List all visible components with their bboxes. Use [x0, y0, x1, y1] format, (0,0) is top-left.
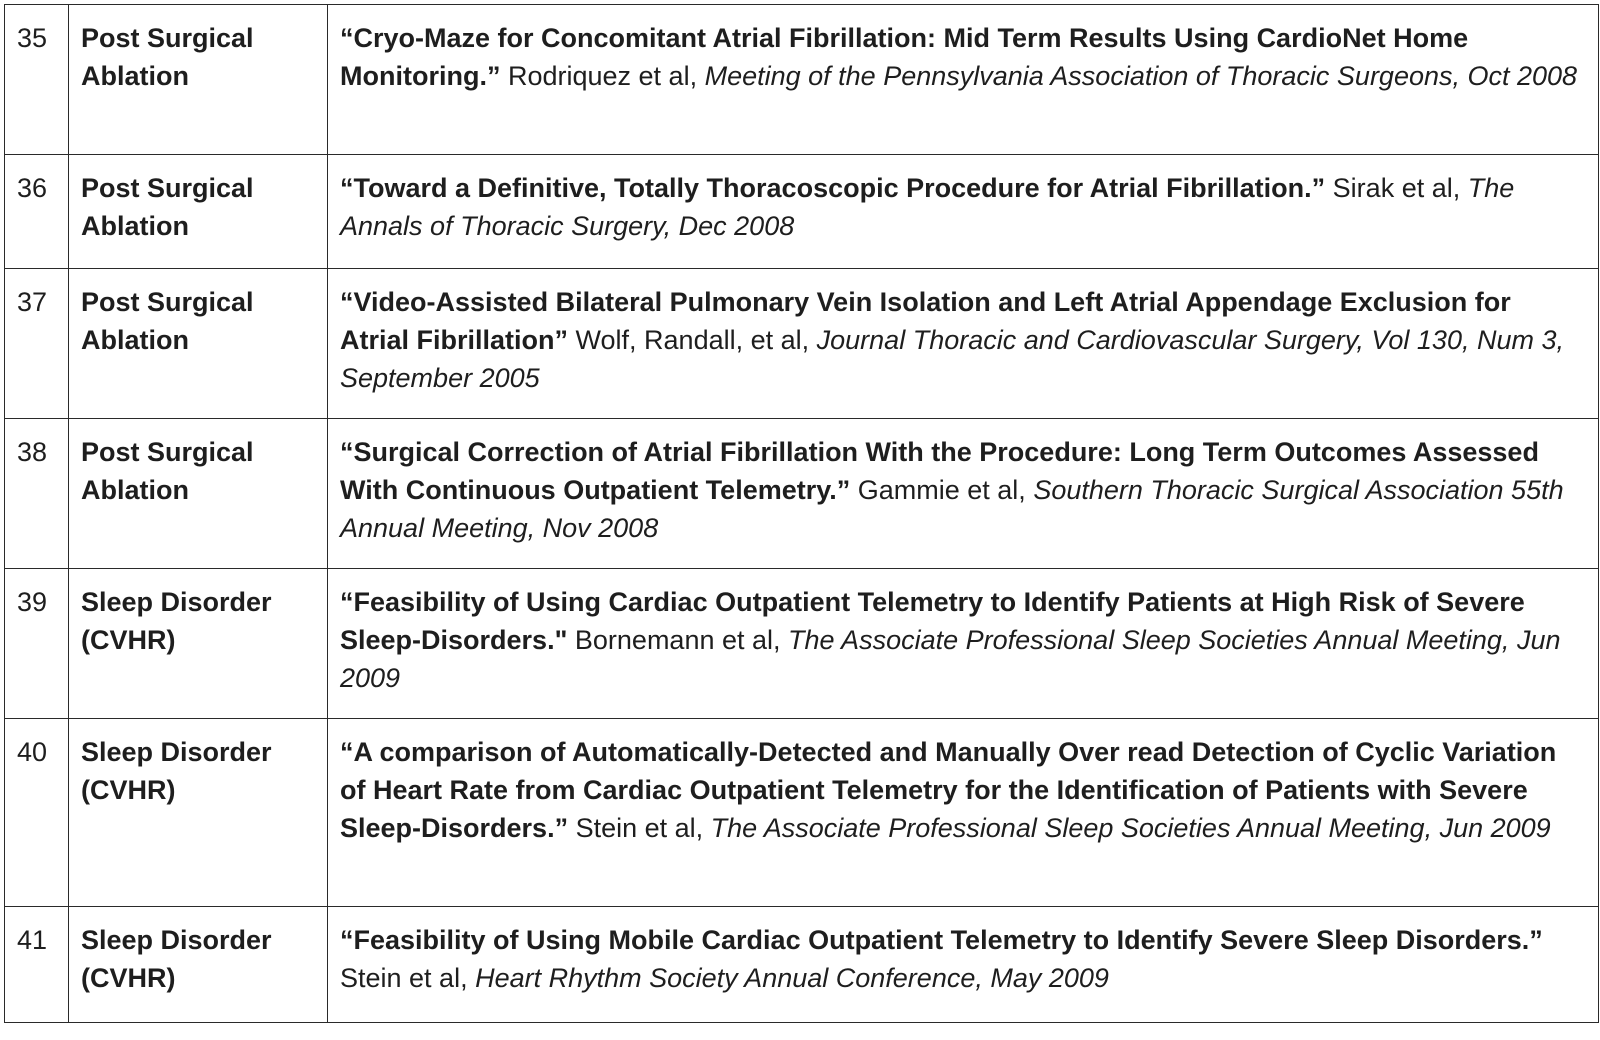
row-number: 39 — [5, 569, 69, 719]
row-reference — [328, 719, 1599, 907]
reference-venue: The Associate Professional Sleep Societies Annual Meeting, Jun 2009 — [710, 813, 1551, 843]
row-number: 40 — [5, 719, 69, 907]
row-number: 41 — [5, 907, 69, 1023]
row-category: Post Surgical Ablation — [69, 269, 328, 419]
row-category: Post Surgical Ablation — [69, 5, 328, 155]
row-category: Sleep Disorder (CVHR) — [69, 719, 328, 907]
reference-venue: The Associate Professional Sleep Societies Annual Meeting, Jun 2009 — [340, 625, 1561, 693]
references-table — [4, 4, 1599, 1023]
reference-venue: Journal Thoracic and Cardiovascular Surgery, Vol 130, Num 3, September 2005 — [340, 325, 1564, 393]
row-number: 37 — [5, 269, 69, 419]
row-reference — [328, 155, 1599, 269]
reference-title: “A comparison of Automatically-Detected and Manually Over read Detection of Cyclic Variation of Heart Rate from Cardiac Outpatient Telemetry for the Identification of Patients with Severe Sleep-Disorders.” — [340, 737, 1557, 843]
row-category: Sleep Disorder (CVHR) — [69, 569, 328, 719]
table-row — [5, 907, 1599, 1023]
reference-authors: Gammie et al, — [850, 475, 1034, 505]
reference-venue: Southern Thoracic Surgical Association 55th Annual Meeting, Nov 2008 — [340, 475, 1564, 543]
reference-authors: Wolf, Randall, et al, — [568, 325, 817, 355]
row-category: Post Surgical Ablation — [69, 155, 328, 269]
row-number: 36 — [5, 155, 69, 269]
row-reference — [328, 269, 1599, 419]
reference-venue: Heart Rhythm Society Annual Conference, May 2009 — [475, 963, 1109, 993]
reference-title: “Cryo-Maze for Concomitant Atrial Fibrillation: Mid Term Results Using CardioNet Home Monitoring.” — [340, 23, 1469, 91]
row-category: Post Surgical Ablation — [69, 419, 328, 569]
row-reference — [328, 569, 1599, 719]
table-row — [5, 269, 1599, 419]
table-row — [5, 569, 1599, 719]
table-row — [5, 719, 1599, 907]
reference-authors: Bornemann et al, — [567, 625, 789, 655]
reference-authors: Rodriquez et al, — [500, 61, 705, 91]
row-number: 35 — [5, 5, 69, 155]
reference-authors: Stein et al, — [568, 813, 711, 843]
row-number: 38 — [5, 419, 69, 569]
table-row — [5, 5, 1599, 155]
reference-title: “Video-Assisted Bilateral Pulmonary Vein Isolation and Left Atrial Appendage Exclusion for Atrial Fibrillation” — [340, 287, 1511, 355]
row-reference — [328, 419, 1599, 569]
reference-venue: The Annals of Thoracic Surgery, Dec 2008 — [340, 173, 1515, 241]
row-reference — [328, 5, 1599, 155]
row-reference — [328, 907, 1599, 1023]
reference-authors: Stein et al, — [340, 963, 476, 993]
table-row — [5, 155, 1599, 269]
reference-title: “Toward a Definitive, Totally Thoracoscopic Procedure for Atrial Fibrillation.” — [340, 173, 1326, 203]
reference-title: “Feasibility of Using Cardiac Outpatient Telemetry to Identify Patients at High Risk of Severe Sleep-Disorders." — [340, 587, 1525, 655]
reference-authors: Sirak et al, — [1325, 173, 1468, 203]
reference-title: “Feasibility of Using Mobile Cardiac Outpatient Telemetry to Identify Severe Sleep Disorders.” — [340, 925, 1543, 955]
row-category: Sleep Disorder (CVHR) — [69, 907, 328, 1023]
reference-title: “Surgical Correction of Atrial Fibrillation With the Procedure: Long Term Outcomes Assessed With Continuous Outpatient Telemetry.” — [340, 437, 1539, 505]
table-row — [5, 419, 1599, 569]
reference-venue: Meeting of the Pennsylvania Association of Thoracic Surgeons, Oct 2008 — [704, 61, 1578, 91]
